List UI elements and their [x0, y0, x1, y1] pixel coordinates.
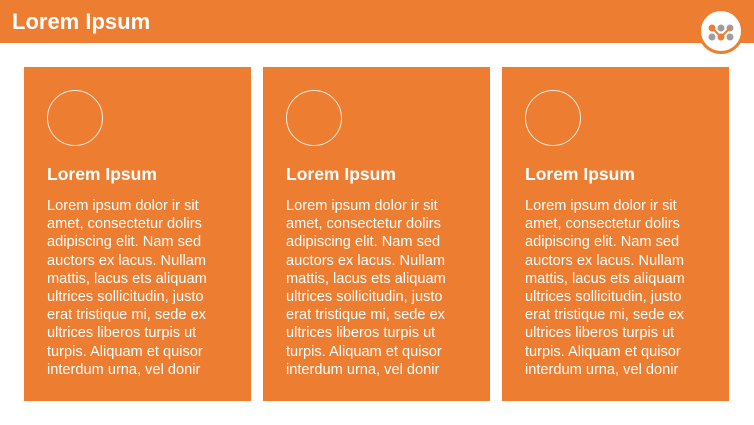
card-body-text: Lorem ipsum dolor ir sit amet, consectetur dolirs adipiscing elit. Nam sed auctors ex lacus. Nullam mattis, lacus ets aliquam ultrices sollicitudin, justo erat tristique mi, sede ex ultrices liberos turpis ut turpis. Aliquam et quisor interdum urna, vel donir [525, 198, 685, 378]
card-body-text: Lorem ipsum dolor ir sit amet, consectetur dolirs adipiscing elit. Nam sed auctors ex lacus. Nullam mattis, lacus ets aliquam ultrices sollicitudin, justo erat tristique mi, sede ex ultrices liberos turpis ut turpis. Aliquam et quisor interdum urna, vel donir [47, 198, 207, 378]
circle-placeholder-icon [286, 90, 342, 146]
network-nodes-icon [701, 11, 741, 51]
logo [698, 8, 744, 54]
circle-placeholder-icon [47, 90, 103, 146]
content-card [24, 67, 251, 401]
card-title: Lorem Ipsum [525, 164, 635, 184]
card-title: Lorem Ipsum [47, 164, 157, 184]
card-title: Lorem Ipsum [286, 164, 396, 184]
header-bar [0, 0, 754, 43]
content-card [263, 67, 490, 401]
circle-placeholder-icon [525, 90, 581, 146]
page-title: Lorem Ipsum [12, 9, 151, 34]
card-body-text: Lorem ipsum dolor ir sit amet, consectetur dolirs adipiscing elit. Nam sed auctors ex lacus. Nullam mattis, lacus ets aliquam ultrices sollicitudin, justo erat tristique mi, sede ex ultrices liberos turpis ut turpis. Aliquam et quisor interdum urna, vel donir [286, 198, 446, 378]
content-card [502, 67, 729, 401]
